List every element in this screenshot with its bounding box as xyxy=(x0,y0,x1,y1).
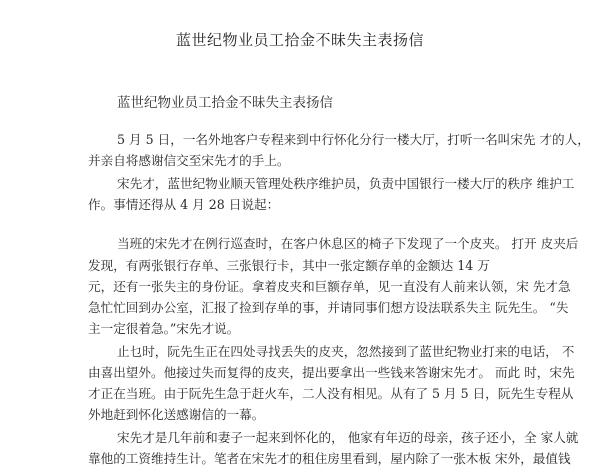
paragraph-line: 止乜时，阮先生正在四处寻找丢失的皮夹，忽然接到了蓝世纪物业打来的电话， 不 xyxy=(117,344,575,359)
paragraph-line: 宋先才是几年前和妻子一起来到怀化的， 他家有年迈的母亲，孩子还小，全 家人就 xyxy=(117,430,579,445)
paragraph-line: 急忙忙回到办公室，汇报了捡到存单的事，并请同事们想方设法联系失主 阮先生。 “失 xyxy=(88,300,569,315)
document-title: 蓝世纪物业员工拾金不昧失主表扬信 xyxy=(175,31,424,49)
paragraph-line: 5 月 5 日，一名外地客户专程来到中行怀化分行一楼大厅，打听一名叫宋先 才的人， xyxy=(117,132,590,147)
paragraph-line: 元，还有一张失主的身份证。拿着皮夹和巨额存单，见一直没有人前来认领，宋 先才急 xyxy=(88,279,571,294)
document-subtitle: 蓝世纪物业员工拾金不昧失主表扬信 xyxy=(117,95,333,111)
paragraph-line: 主一定很着急。”宋先才说。 xyxy=(88,321,240,336)
paragraph-line: 外地赶到怀化送感谢信的一幕。 xyxy=(88,407,265,422)
paragraph-line: 发现，有两张银行存单、三张银行卡，其中一张定额存单的金额达 14 万 xyxy=(88,258,490,273)
paragraph-line: 作。事情还得从 4 月 28 日说起： xyxy=(88,197,280,212)
paragraph-line: 才正在当班。由于阮先生急于赶火车，二人没有相见。从有了 5 月 5 日，阮先生专程从 xyxy=(88,386,574,401)
paragraph-line: 并亲自将感谢信交至宋先才的手上。 xyxy=(88,153,290,168)
paragraph-line: 宋先才，蓝世纪物业顺天管理处秩序维护员，负责中国银行一楼大厅的秩序 维护工 xyxy=(117,176,575,191)
paragraph-line: 由喜出望外。他接过失而复得的皮夹，提出要拿出一些钱来答谢宋先才。 而此 时，宋先 xyxy=(88,365,575,380)
paragraph-line: 靠他的工资维持生计。笔者在宋先才的租住房里看到，屋内除了一张木板 宋外，最值钱 xyxy=(88,451,571,466)
paragraph-line: 当班的宋先才在例行巡查时，在客户休息区的椅子下发现了一个皮夹。 打开 皮夹后 xyxy=(117,236,579,251)
